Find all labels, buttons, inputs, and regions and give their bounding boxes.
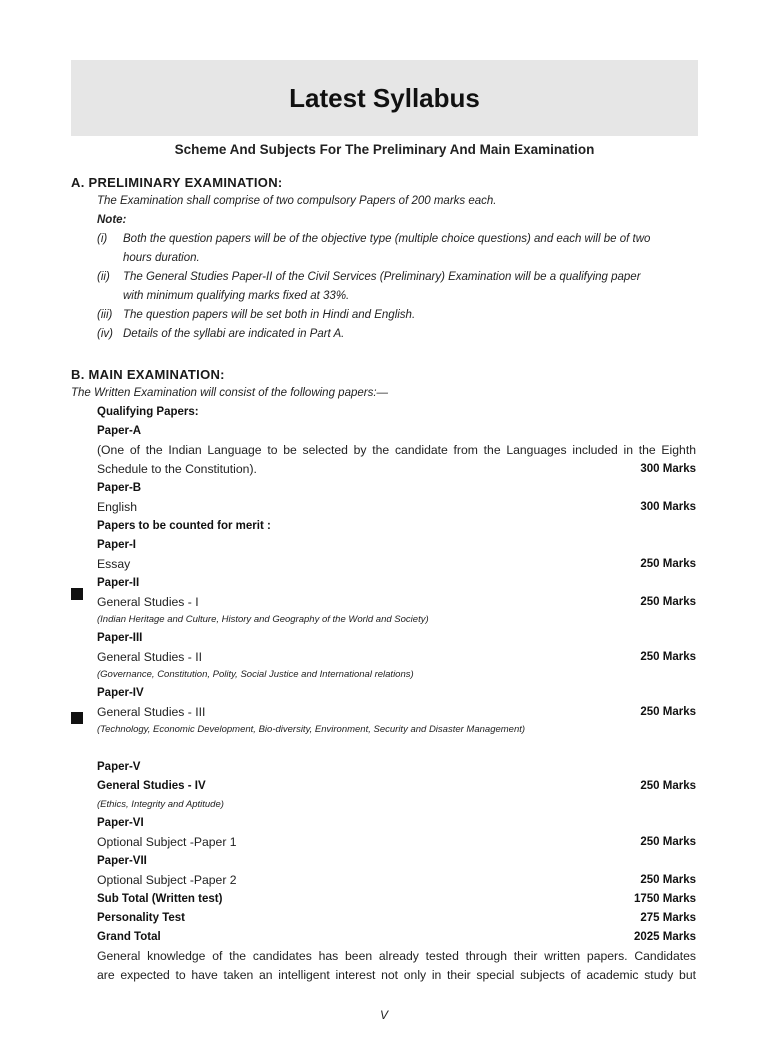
paper-note: (Indian Heritage and Culture, History and Geography of the World and Society) — [97, 614, 429, 625]
paper-subject: Essay — [97, 557, 131, 571]
paper-description: (One of the Indian Language to be selected by the candidate from the Languages included in the Eighth — [97, 443, 696, 457]
note-text: hours duration. — [123, 252, 200, 264]
note-number: (iii) — [97, 309, 113, 321]
marks-value: 300 Marks — [640, 501, 696, 513]
grand-total-marks: 2025 Marks — [633, 931, 696, 943]
note-text: Both the question papers will be of the objective type (multiple choice questions) and each will be of two — [123, 233, 651, 245]
paper-label: Paper-VI — [97, 817, 144, 829]
paper-subject: English — [97, 500, 137, 514]
paper-label: Paper-A — [97, 425, 142, 437]
marks-value: 250 Marks — [640, 780, 696, 792]
grand-total-label: Grand Total — [97, 931, 161, 943]
marks-value: 250 Marks — [640, 651, 696, 663]
personality-label: Personality Test — [97, 912, 185, 924]
paper-label: Paper-II — [97, 577, 140, 589]
closing-paragraph-line: are expected to have taken an intelligent interest not only in their special subjects of academic study but — [97, 968, 696, 982]
paper-label: Paper-IV — [97, 687, 144, 699]
marks-value: 250 Marks — [640, 874, 696, 886]
paper-note: (Technology, Economic Development, Bio-diversity, Environment, Security and Disaster Management) — [97, 724, 526, 735]
closing-paragraph-line: General knowledge of the candidates has been already tested through their written papers. Candidates — [97, 949, 696, 963]
qualifying-label: Qualifying Papers: — [97, 406, 199, 418]
square-bullet-icon — [71, 712, 83, 724]
subtotal-label: Sub Total (Written test) — [97, 893, 223, 905]
merit-label: Papers to be counted for merit : — [97, 520, 271, 532]
paper-label: Paper-V — [97, 761, 141, 773]
note-label: Note: — [97, 214, 127, 226]
personality-marks: 275 Marks — [640, 912, 696, 924]
note-text: The General Studies Paper-II of the Civil Services (Preliminary) Examination will be a qualifying paper — [123, 271, 641, 283]
prelim-heading: A. PRELIMINARY EXAMINATION: — [71, 175, 283, 190]
paper-subject: General Studies - I — [97, 595, 199, 609]
main-intro: The Written Examination will consist of the following papers:— — [71, 387, 389, 399]
paper-label: Paper-B — [97, 482, 142, 494]
paper-subject: General Studies - II — [97, 650, 202, 664]
paper-label: Paper-III — [97, 632, 143, 644]
note-text: with minimum qualifying marks fixed at 33%. — [123, 290, 350, 302]
title-banner — [71, 60, 698, 136]
marks-value: 300 Marks — [640, 463, 696, 475]
note-number: (ii) — [97, 271, 110, 283]
paper-label: Paper-VII — [97, 855, 147, 867]
paper-subject: General Studies - III — [97, 705, 206, 719]
paper-description: Schedule to the Constitution). — [97, 462, 257, 476]
marks-value: 250 Marks — [640, 836, 696, 848]
page-number: V — [379, 1008, 388, 1022]
square-bullet-icon — [71, 588, 83, 600]
paper-note: (Governance, Constitution, Polity, Social Justice and International relations) — [97, 669, 414, 680]
paper-subject: General Studies - IV — [97, 780, 206, 792]
paper-subject: Optional Subject -Paper 2 — [97, 873, 237, 887]
note-number: (i) — [97, 233, 108, 245]
paper-note: (Ethics, Integrity and Aptitude) — [97, 799, 224, 810]
marks-value: 250 Marks — [640, 558, 696, 570]
page-title: Latest Syllabus — [289, 82, 480, 113]
page-subtitle: Scheme And Subjects For The Preliminary And Main Examination — [174, 142, 595, 157]
prelim-intro: The Examination shall comprise of two compulsory Papers of 200 marks each. — [97, 195, 497, 207]
marks-value: 250 Marks — [640, 596, 696, 608]
note-text: Details of the syllabi are indicated in Part A. — [123, 328, 345, 340]
paper-subject: Optional Subject -Paper 1 — [97, 835, 237, 849]
subtotal-marks: 1750 Marks — [633, 893, 696, 905]
note-number: (iv) — [97, 328, 113, 340]
marks-value: 250 Marks — [640, 706, 696, 718]
paper-label: Paper-I — [97, 539, 136, 551]
main-heading: B. MAIN EXAMINATION: — [71, 367, 225, 382]
note-text: The question papers will be set both in Hindi and English. — [123, 309, 416, 321]
